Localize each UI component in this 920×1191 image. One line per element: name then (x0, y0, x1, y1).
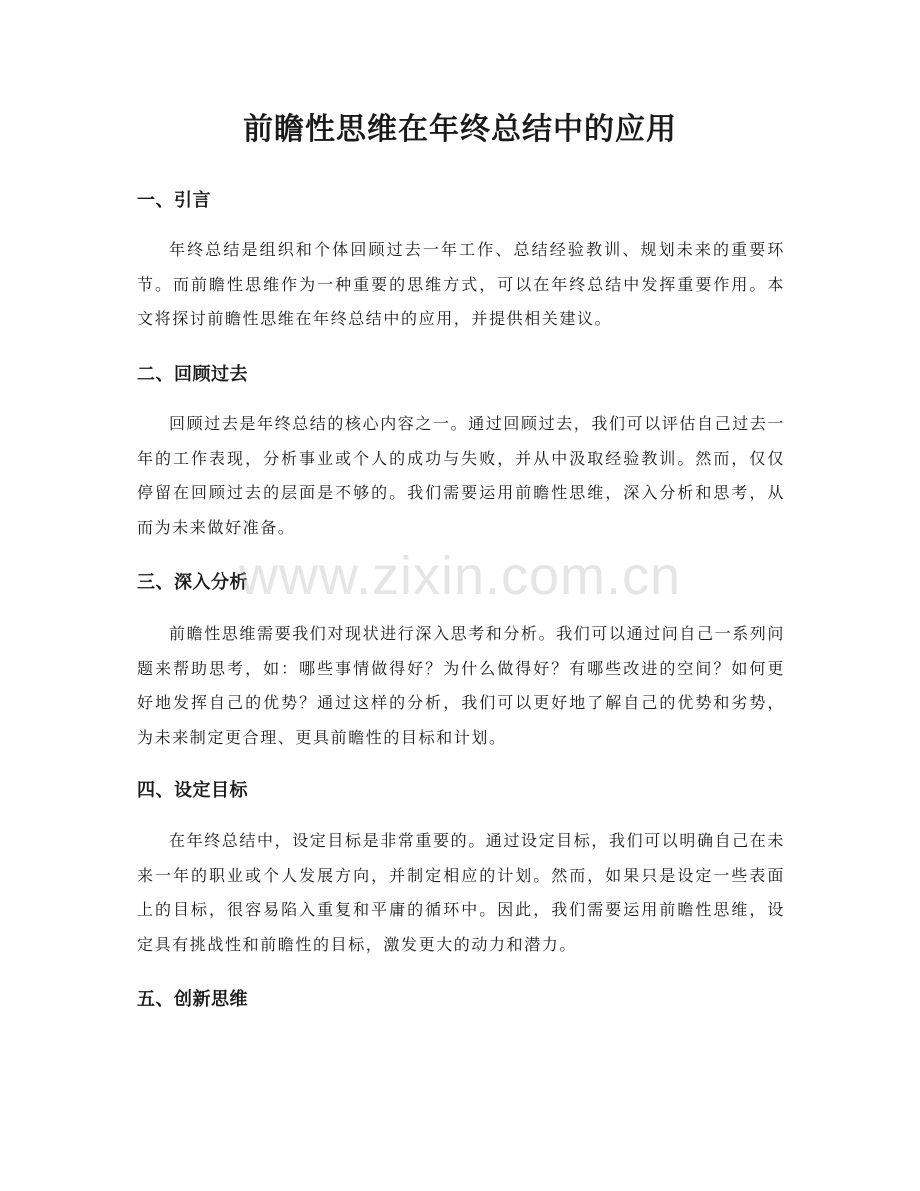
section-heading-goals: 四、设定目标 (137, 780, 248, 801)
section-heading-introduction: 一、引言 (137, 190, 211, 211)
section-paragraph-introduction: 年终总结是组织和个体回顾过去一年工作、总结经验教训、规划未来的重要环节。而前瞻性思维作为一种重要的思维方式，可以在年终总结中发挥重要作用。本文将探讨前瞻性思维在年终总结中的应用，并提供相关建议。 (137, 240, 785, 328)
section-paragraph-goals: 在年终总结中，设定目标是非常重要的。通过设定目标，我们可以明确自己在未来一年的职业或个人发展方向，并制定相应的计划。然而，如果只是设定一些表面上的目标，很容易陷入重复和平庸的循环中。因此，我们需要运用前瞻性思维，设定具有挑战性和前瞻性的目标，激发更大的动力和潜力。 (137, 831, 786, 954)
watermark: www.zixin.com.cn (238, 546, 682, 606)
section-paragraph-review: 回顾过去是年终总结的核心内容之一。通过回顾过去，我们可以评估自己过去一年的工作表现，分析事业或个人的成功与失败，并从中汲取经验教训。然而，仅仅停留在回顾过去的层面是不够的。我们需要运用前瞻性思维，深入分析和思考，从而为未来做好准备。 (137, 414, 786, 537)
document-title: 前瞻性思维在年终总结中的应用 (243, 112, 677, 147)
section-heading-review: 二、回顾过去 (137, 364, 248, 385)
section-heading-analysis: 三、深入分析 (137, 572, 248, 593)
section-heading-innovation: 五、创新思维 (137, 989, 248, 1010)
section-paragraph-analysis: 前瞻性思维需要我们对现状进行深入思考和分析。我们可以通过问自己一系列问题来帮助思考，如：哪些事情做得好？为什么做得好？有哪些改进的空间？如何更好地发挥自己的优势？通过这样的分析，我们可以更好地了解自己的优势和劣势，为未来制定更合理、更具前瞻性的目标和计划。 (137, 624, 786, 747)
